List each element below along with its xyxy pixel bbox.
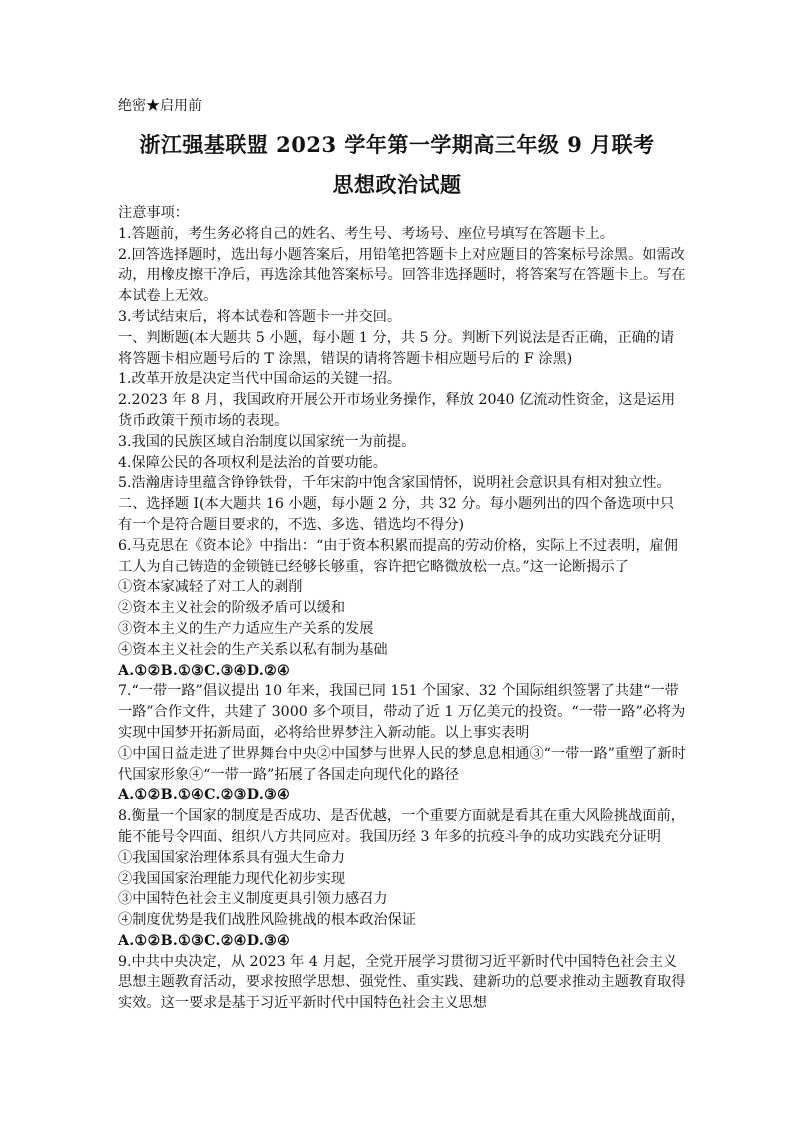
question-6-option-4: ④资本主义社会的生产关系以私有制为基础 [118, 641, 388, 658]
exam-subtitle: 思想政治试题 [332, 172, 462, 197]
question-6-stem: 6.马克思在《资本论》中指出：“由于资本积累而提高的劳动价格，实际上不过表明，雇佣工人为自己铸造的金锁链已经够长够重，容许把它略微放松一点。”这一论断揭示了 [118, 537, 678, 575]
confidential-label: 绝密★启用前 [118, 98, 202, 114]
note-item-1: 1.答题前，考生务必将自己的姓名、考生号、考场号、座位号填写在答题卡上。 [118, 225, 614, 242]
question-8-option-4: ④制度优势是我们战胜风险挑战的根本政治保证 [118, 912, 416, 929]
question-8-choices: A.①②B.①③C.②④D.③④ [118, 932, 291, 949]
exam-title: 浙江强基联盟 2023 学年第一学期高三年级 9 月联考 [139, 132, 655, 157]
notes-heading: 注意事项： [118, 205, 189, 221]
question-9-stem: 9.中共中央决定，从 2023 年 4 月起，全党开展学习贯彻习近平新时代中国特色社会主义思想主题教育活动，要求按照学思想、强党性、重实践、建新功的总要求推动主题教育取得实效。这一要求是基于习近平新时代中国特色社会主义思想 [118, 953, 686, 1012]
note-item-2: 2.回答选择题时，选出每小题答案后，用铅笔把答题卡上对应题目的答案标号涂黑。如需改动，用橡皮擦干净后，再选涂其他答案标号。回答非选择题时，将答案写在答题卡上。写在本试卷上无效。 [118, 246, 686, 305]
judge-question-3: 3.我国的民族区域自治制度以国家统一为前提。 [118, 433, 416, 450]
judge-question-2: 2.2023 年 8 月，我国政府开展公开市场业务操作，释放 2040 亿流动性资金，这是运用货币政策干预市场的表现。 [118, 392, 676, 429]
section1-heading: 一、判断题(本大题共 5 小题，每小题 1 分，共 5 分。判断下列说法是否正确，正确的请将答题卡相应题号后的 T 涂黑，错误的请将答题卡相应题号后的 F 涂黑) [118, 329, 675, 367]
question-6-option-3: ③资本主义的生产力适应生产关系的发展 [118, 620, 374, 637]
question-7-choices: A.①②B.①④C.②③D.③④ [118, 787, 291, 804]
judge-question-4: 4.保障公民的各项权利是法治的首要功能。 [118, 454, 387, 471]
question-7-options: ①中国日益走进了世界舞台中央②中国梦与世界人民的梦息息相通③“一带一路”重塑了新时代国家形象④“一带一路”拓展了各国走向现代化的路径 [118, 745, 686, 783]
question-8-option-1: ①我国国家治理体系具有强大生命力 [118, 849, 346, 866]
question-8-option-3: ③中国特色社会主义制度更具引领力感召力 [118, 891, 388, 908]
judge-question-5: 5.浩瀚唐诗里蕴含铮铮铁骨，千年宋韵中饱含家国情怀，说明社会意识具有相对独立性。 [118, 475, 671, 492]
section2-heading: 二、选择题 I(本大题共 16 小题，每小题 2 分，共 32 分。每小题列出的四个备选项中只有一个是符合题目要求的，不选、多选、错选均不得分) [118, 496, 675, 533]
question-8-option-2: ②我国国家治理能力现代化初步实现 [118, 870, 346, 887]
question-6-option-1: ①资本家减轻了对工人的剥削 [118, 579, 303, 596]
question-7-stem: 7.“一带一路”倡议提出 10 年来，我国已同 151 个国家、32 个国际组织签署了共建“一带一路”合作文件，共建了 3000 多个项目，带动了近 1 万亿美元的投资。“一带一路”必将为实现中国梦开拓新局面，必将给世界梦注入新动能。以上事实表明 [118, 683, 686, 741]
note-item-3: 3.考试结束后，将本试卷和答题卡一并交回。 [118, 308, 402, 325]
question-6-option-2: ②资本主义社会的阶级矛盾可以缓和 [118, 600, 346, 617]
question-8-stem: 8.衡量一个国家的制度是否成功、是否优越，一个重要方面就是看其在重大风险挑战面前，能不能号令四面、组织八方共同应对。我国历经 3 年多的抗疫斗争的成功实践充分证明 [118, 808, 685, 845]
exam-content [118, 203, 688, 1014]
question-6-choices: A.①②B.①③C.③④D.②④ [118, 662, 291, 679]
judge-question-1: 1.改革开放是决定当代中国命运的关键一招。 [118, 371, 402, 388]
